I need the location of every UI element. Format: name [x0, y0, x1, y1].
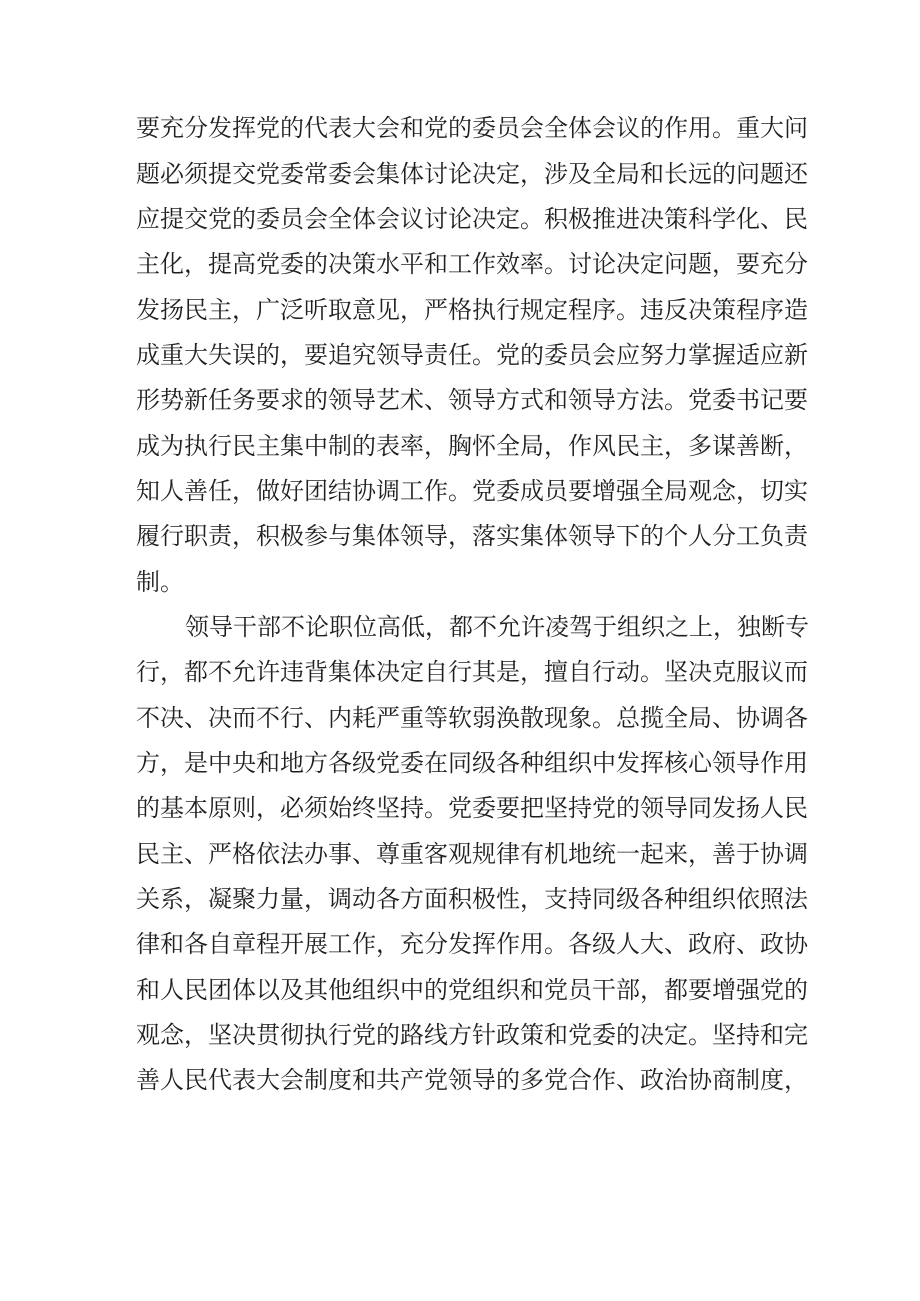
text-line-content: 知人善任，做好团结协调工作。党委成员要增强全局观念，切实	[136, 477, 808, 505]
text-line	[0, 290, 920, 330]
text-line-content: 不决、决而不行、内耗严重等软弱涣散现象。总揽全局、协调各	[136, 704, 808, 732]
text-line	[0, 154, 920, 194]
text-line-content: 观念，坚决贯彻执行党的路线方针政策和党委的决定。坚持和完	[136, 1021, 808, 1049]
text-line-content: 制。	[136, 568, 184, 596]
text-line-content: 应提交党的委员会全体会议讨论决定。积极推进决策科学化、民	[136, 205, 808, 233]
text-line	[0, 108, 920, 148]
text-line-content: 善人民代表大会制度和共产党领导的多党合作、政治协商制度，	[136, 1066, 808, 1094]
text-line-content: 方，是中央和地方各级党委在同级各种组织中发挥核心领导作用	[136, 749, 808, 777]
text-line-content: 和人民团体以及其他组织中的党组织和党员干部，都要增强党的	[136, 976, 808, 1004]
text-line	[0, 1015, 920, 1055]
text-line-content: 主化，提高党委的决策水平和工作效率。讨论决定问题，要充分	[136, 250, 808, 278]
text-line-content: 要充分发挥党的代表大会和党的委员会全体会议的作用。重大问	[136, 114, 808, 142]
text-line	[0, 924, 920, 964]
text-line	[0, 834, 920, 874]
text-line-content: 领导干部不论职位高低，都不允许凌驾于组织之上，独断专	[185, 613, 809, 641]
text-line-content: 律和各自章程开展工作，充分发挥作用。各级人大、政府、政协	[136, 930, 808, 958]
text-line	[0, 380, 920, 420]
text-line-content: 民主、严格依法办事、尊重客观规律有机地统一起来，善于协调	[136, 840, 808, 868]
text-line-content: 题必须提交党委常委会集体讨论决定，涉及全局和长远的问题还	[136, 160, 808, 188]
text-line-content: 发扬民主，广泛听取意见，严格执行规定程序。违反决策程序造	[136, 296, 808, 324]
text-line	[0, 879, 920, 919]
text-line	[0, 244, 920, 284]
paragraph-first-line	[0, 607, 920, 647]
text-line	[0, 1060, 920, 1100]
text-line	[0, 970, 920, 1010]
text-line	[0, 335, 920, 375]
text-line-content: 行，都不允许违背集体决定自行其是，擅自行动。坚决克服议而	[136, 658, 808, 686]
text-line-content: 成重大失误的，要追究领导责任。党的委员会应努力掌握适应新	[136, 341, 808, 369]
text-line-content: 关系，凝聚力量，调动各方面积极性，支持同级各种组织依照法	[136, 885, 808, 913]
text-line	[0, 471, 920, 511]
text-line	[0, 788, 920, 828]
text-line-content: 形势新任务要求的领导艺术、领导方式和领导方法。党委书记要	[136, 386, 808, 414]
text-line	[0, 743, 920, 783]
text-line	[0, 426, 920, 466]
text-line-content: 履行职责，积极参与集体领导，落实集体领导下的个人分工负责	[136, 522, 808, 550]
text-line	[0, 698, 920, 738]
text-line	[0, 562, 920, 602]
text-line	[0, 199, 920, 239]
text-line-content: 成为执行民主集中制的表率，胸怀全局，作风民主，多谋善断，	[136, 432, 808, 460]
text-line	[0, 652, 920, 692]
text-line	[0, 516, 920, 556]
text-line-content: 的基本原则，必须始终坚持。党委要把坚持党的领导同发扬人民	[136, 794, 808, 822]
